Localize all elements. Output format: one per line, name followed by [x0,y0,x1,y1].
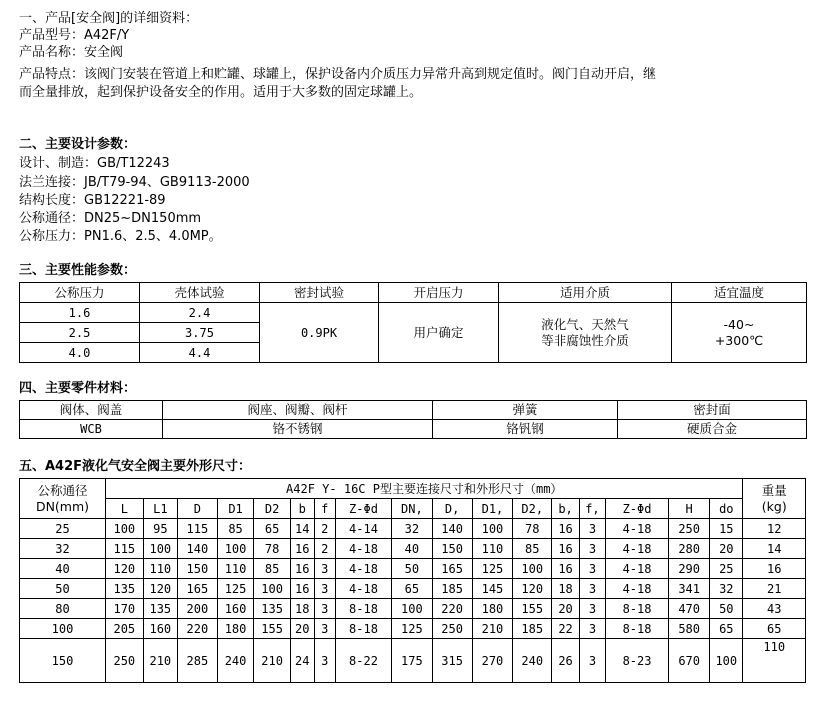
dim-subheader: D [178,499,218,519]
section3-heading: 三、主要性能参数： [19,263,137,278]
table-cell: 32 [20,539,106,559]
table-cell: 115 [178,519,218,539]
perf-cell: 1.6 [20,303,140,323]
table-cell: 240 [217,639,254,683]
table-row [20,579,806,599]
materials-table [19,400,807,439]
table-cell: 65 [743,619,806,639]
table-cell: 155 [513,599,552,619]
medium-line: 液化气、天然气 [541,316,629,332]
table-cell: 50 [710,599,743,619]
dim-subheader: L1 [143,499,177,519]
table-cell: 155 [254,619,291,639]
table-cell: 115 [106,539,144,559]
table-cell: 32 [391,519,432,539]
table-cell: 290 [669,559,710,579]
table-cell: 16 [290,559,314,579]
section5-heading: 五、A42F液化气安全阀主要外形尺寸： [19,459,252,474]
table-cell: 185 [432,579,472,599]
table-cell: 65 [710,619,743,639]
perf-header: 适宜温度 [672,283,807,303]
table-cell: 140 [432,519,472,539]
perf-header: 适用介质 [499,283,672,303]
table-cell: 16 [552,519,580,539]
table-cell: 470 [669,599,710,619]
table-cell: 100 [391,599,432,619]
table-cell: 100 [472,519,513,539]
perf-header: 壳体试验 [140,283,260,303]
perf-header: 密封试验 [260,283,379,303]
table-cell: 2 [314,539,336,559]
table-cell: 160 [143,619,177,639]
temperature-line: +300℃ [714,332,764,348]
table-cell: 85 [217,519,254,539]
table-cell: 135 [254,599,291,619]
dim-subheader: D, [432,499,472,519]
table-cell: 250 [106,639,144,683]
table-cell: 50 [20,579,106,599]
table-cell: 25 [20,519,106,539]
dn-header-line: 公称通径 [37,482,88,498]
table-cell: 160 [217,599,254,619]
table-cell: 3 [580,559,606,579]
table-cell: 3 [314,579,336,599]
table-cell: 210 [143,639,177,683]
table-cell: 120 [106,559,144,579]
table-cell: 125 [472,559,513,579]
table-cell: 125 [217,579,254,599]
table-cell: 20 [290,619,314,639]
section1-heading: 一、产品[安全阀]的详细资料： [19,11,199,26]
table-cell: 100 [217,539,254,559]
table-cell: 240 [513,639,552,683]
material-header: 弹簧 [433,401,618,420]
table-cell: 40 [391,539,432,559]
table-cell: 4-18 [336,539,392,559]
table-cell: 43 [743,599,806,619]
dim-subheader: Z-Φd [605,499,668,519]
table-cell: 8-18 [336,599,392,619]
table-cell: 20 [710,539,743,559]
table-cell: 210 [254,639,291,683]
table-cell: 315 [432,639,472,683]
table-cell: 8-18 [336,619,392,639]
weight-header-line: 重量 [761,482,787,498]
dim-subheader: D2, [513,499,552,519]
table-cell: 100 [20,619,106,639]
table-cell: 100 [710,639,743,683]
table-cell: 180 [217,619,254,639]
table-cell: 580 [669,619,710,639]
perf-cell: 2.4 [140,303,260,323]
table-cell: 120 [513,579,552,599]
table-cell: 3 [580,599,606,619]
dim-subheader: L [106,499,144,519]
table-cell: 110 [743,639,806,683]
table-cell: 18 [552,579,580,599]
table-cell: 12 [743,519,806,539]
design-line: 公称压力：PN1.6、2.5、4.0MP。 [19,229,222,244]
section2-heading: 二、主要设计参数： [19,137,137,152]
table-cell: 100 [513,559,552,579]
table-cell: 2 [314,519,336,539]
table-cell: 16 [290,579,314,599]
table-cell: 4-18 [336,579,392,599]
material-value: 硬质合金 [618,420,807,439]
table-row [20,519,806,539]
table-cell: 250 [432,619,472,639]
table-cell: 4-18 [605,539,668,559]
table-cell: 16 [552,559,580,579]
perf-cell: 3.75 [140,323,260,343]
design-line: 法兰连接：JB/T79-94、GB9113-2000 [19,175,250,190]
material-value: 铬不锈钢 [163,420,433,439]
table-cell: 250 [669,519,710,539]
weight-header-line: (kg) [761,498,787,514]
table-cell: 175 [391,639,432,683]
seal-test-value: 0.9PK [260,303,379,363]
perf-header: 公称压力 [20,283,140,303]
table-cell: 185 [513,619,552,639]
table-cell: 40 [20,559,106,579]
dim-subheader: b, [552,499,580,519]
product-feature-line2: 而全量排放，起到保护设备安全的作用。适用于大多数的固定球罐上。 [19,85,423,100]
table-row [20,559,806,579]
table-cell: 341 [669,579,710,599]
table-cell: 135 [143,599,177,619]
material-header: 密封面 [618,401,807,420]
table-row [20,619,806,639]
table-row [20,539,806,559]
table-cell: 220 [432,599,472,619]
table-cell: 25 [710,559,743,579]
weight-header [743,479,806,519]
table-cell: 8-18 [605,619,668,639]
dimensions-table [19,478,806,683]
table-cell: 3 [314,639,336,683]
table-cell: 210 [472,619,513,639]
table-cell: 170 [106,599,144,619]
table-cell: 95 [143,519,177,539]
material-header: 阀座、阀瓣、阀杆 [163,401,433,420]
table-row [20,599,806,619]
dim-subheader: b [290,499,314,519]
table-cell: 100 [254,579,291,599]
table-cell: 78 [513,519,552,539]
temperature-value [672,303,807,363]
table-cell: 205 [106,619,144,639]
table-cell: 150 [432,539,472,559]
table-cell: 65 [254,519,291,539]
table-cell: 110 [143,559,177,579]
table-cell: 150 [20,639,106,683]
table-cell: 670 [669,639,710,683]
table-cell: 8-18 [605,599,668,619]
table-cell: 110 [472,539,513,559]
table-cell: 85 [254,559,291,579]
table-cell: 16 [290,539,314,559]
table-cell: 165 [178,579,218,599]
perf-cell: 2.5 [20,323,140,343]
dn-header-line: DN(mm) [35,498,90,514]
dim-subheader: D2 [254,499,291,519]
perf-cell: 4.4 [140,343,260,363]
perf-header: 开启压力 [379,283,499,303]
table-cell: 145 [472,579,513,599]
table-cell: 4-18 [605,579,668,599]
material-value: 铬钒钢 [433,420,618,439]
table-cell: 3 [580,619,606,639]
table-cell: 4-18 [605,519,668,539]
table-cell: 14 [743,539,806,559]
table-cell: 22 [552,619,580,639]
dim-subheader: Z-Φd [336,499,392,519]
dim-subheader: f, [580,499,606,519]
table-cell: 65 [391,579,432,599]
table-cell: 220 [178,619,218,639]
table-cell: 270 [472,639,513,683]
table-cell: 78 [254,539,291,559]
table-cell: 50 [391,559,432,579]
table-cell: 4-18 [605,559,668,579]
medium-value [499,303,672,363]
dim-subheader: H [669,499,710,519]
dimension-subheader-row [20,499,806,519]
table-cell: 135 [106,579,144,599]
perf-cell: 4.0 [20,343,140,363]
design-line: 结构长度：GB12221-89 [19,193,166,208]
dim-subheader: DN, [391,499,432,519]
dim-subheader: do [710,499,743,519]
dimension-group-title: A42F Y- 16C P型主要连接尺寸和外形尺寸（mm） [106,479,743,499]
table-cell: 165 [432,559,472,579]
table-cell: 21 [743,579,806,599]
design-line: 公称通径：DN25~DN150mm [19,211,202,226]
table-cell: 3 [314,559,336,579]
table-cell: 150 [178,559,218,579]
product-model: 产品型号：A42F/Y [19,28,130,43]
table-cell: 4-18 [336,559,392,579]
table-cell: 110 [217,559,254,579]
table-cell: 3 [580,519,606,539]
medium-line: 等非腐蚀性介质 [541,332,629,348]
table-cell: 280 [669,539,710,559]
table-cell: 4-14 [336,519,392,539]
table-row [20,639,806,683]
table-cell: 26 [552,639,580,683]
section4-heading: 四、主要零件材料： [19,381,137,396]
table-cell: 3 [580,639,606,683]
table-cell: 8-23 [605,639,668,683]
product-name: 产品名称：安全阀 [19,45,124,60]
table-cell: 100 [143,539,177,559]
table-cell: 3 [580,579,606,599]
table-cell: 32 [710,579,743,599]
table-cell: 140 [178,539,218,559]
table-cell: 100 [106,519,144,539]
performance-table [19,282,807,363]
product-feature-line1: 产品特点：该阀门安装在管道上和贮罐、球罐上，保护设备内介质压力异常升高到规定值时。阀门自动开启，继 [19,67,657,82]
table-cell: 3 [314,619,336,639]
material-header: 阀体、阀盖 [20,401,163,420]
table-cell: 14 [290,519,314,539]
table-cell: 180 [472,599,513,619]
dn-header [20,479,106,519]
table-cell: 16 [743,559,806,579]
table-cell: 285 [178,639,218,683]
table-cell: 20 [552,599,580,619]
open-pressure-value: 用户确定 [379,303,499,363]
table-cell: 200 [178,599,218,619]
table-cell: 16 [552,539,580,559]
table-cell: 120 [143,579,177,599]
table-cell: 3 [580,539,606,559]
table-cell: 80 [20,599,106,619]
table-cell: 24 [290,639,314,683]
design-line: 设计、制造：GB/T12243 [19,156,170,171]
table-cell: 8-22 [336,639,392,683]
table-cell: 125 [391,619,432,639]
temperature-line: -40~ [723,316,755,332]
dim-subheader: f [314,499,336,519]
table-cell: 18 [290,599,314,619]
dim-subheader: D1 [217,499,254,519]
table-cell: 3 [314,599,336,619]
table-cell: 15 [710,519,743,539]
table-cell: 85 [513,539,552,559]
dim-subheader: D1, [472,499,513,519]
material-value: WCB [20,420,163,439]
